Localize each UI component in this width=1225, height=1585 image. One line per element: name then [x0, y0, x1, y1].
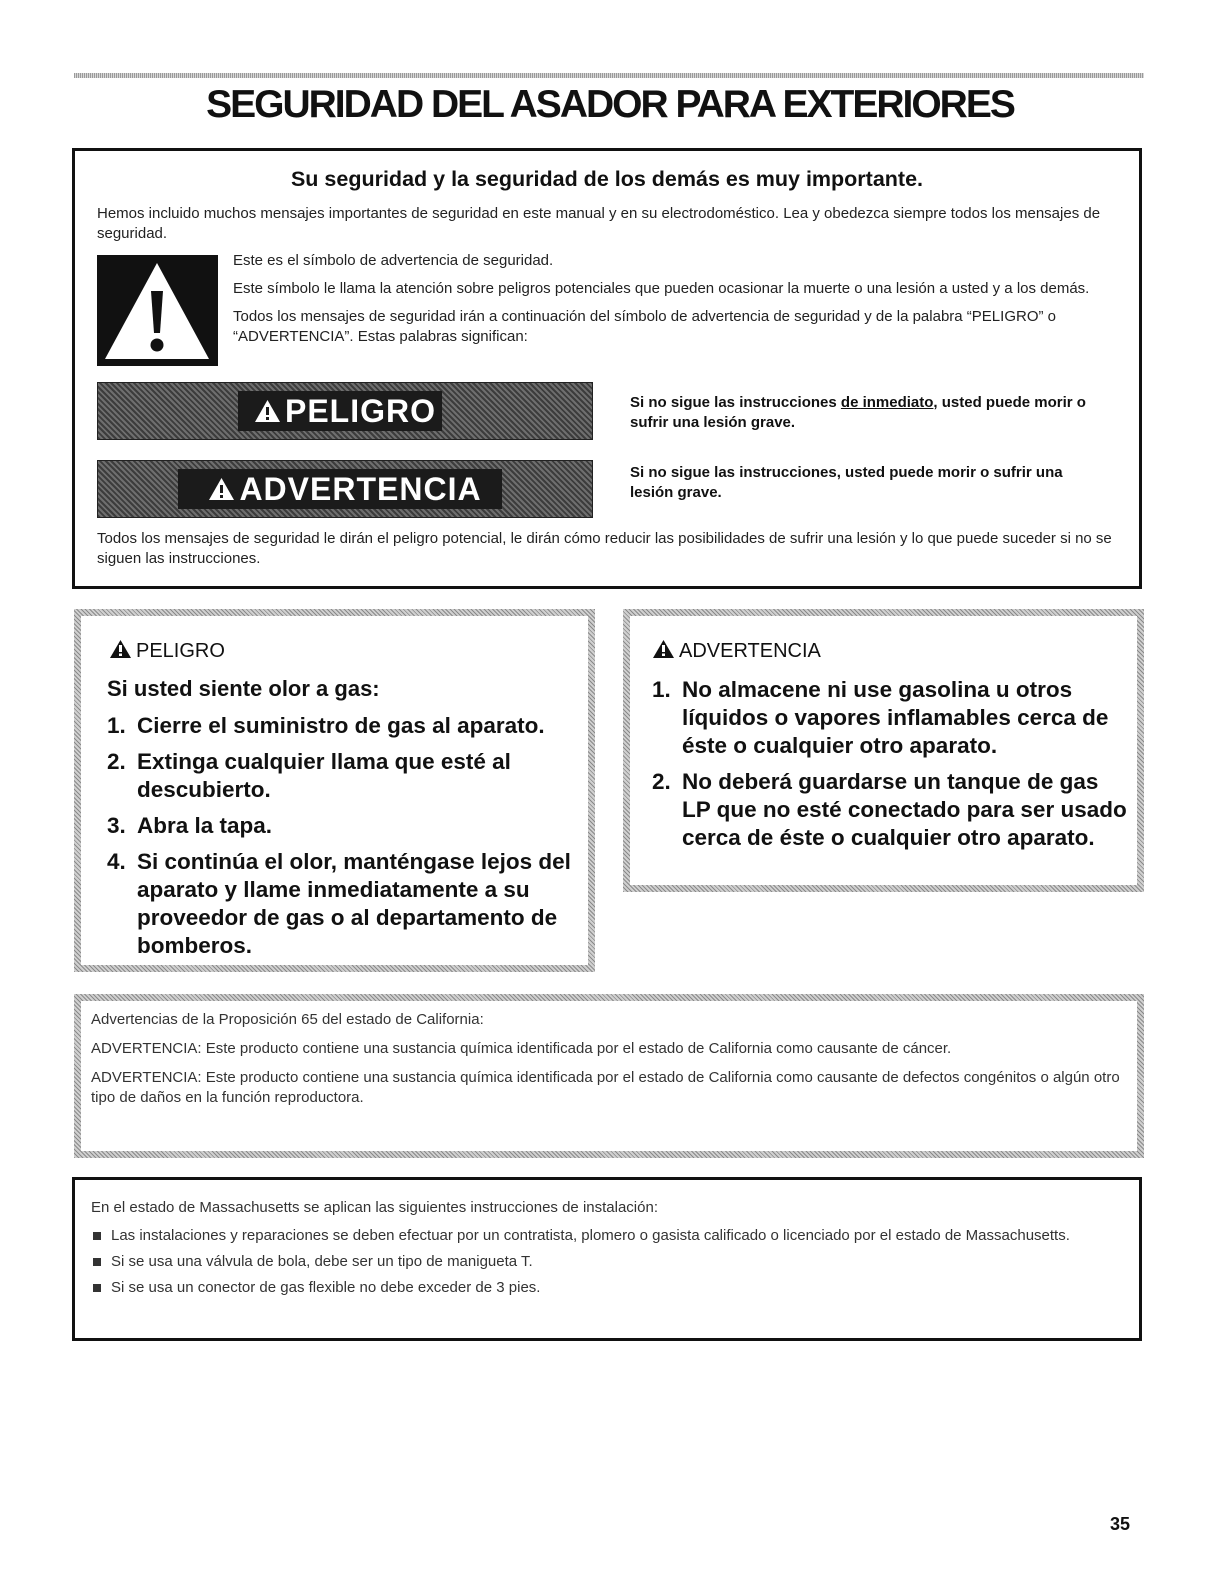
list-item: 3. Abra la tapa.: [107, 813, 273, 838]
prop65-heading: Advertencias de la Proposición 65 del estado de California:: [91, 1011, 484, 1028]
list-item: 1. No almacene ni use gasolina u otros líquidos o vapores inflamables cerca de éste o cualquier otro aparato.: [652, 677, 1109, 758]
prop65-line: ADVERTENCIA: Este producto contiene una sustancia química identificada por el estado de California como causante de cáncer.: [91, 1040, 952, 1057]
advertencia-banner: [97, 460, 593, 518]
massachusetts-box: [72, 1177, 1142, 1341]
advertencia-box: [623, 609, 1144, 892]
symbol-line: Este es el símbolo de advertencia de seguridad.: [233, 252, 554, 269]
prop65-box: [74, 994, 1144, 1158]
advertencia-banner-label: ADVERTENCIA: [239, 471, 482, 507]
prop65-line: ADVERTENCIA: Este producto contiene una sustancia química identificada por el estado de California como causante de defectos congénitos o algún otro tipo de daños en la función reproductora.: [91, 1069, 1120, 1106]
list-item: 2. No deberá guardarse un tanque de gas LP que no esté conectado para ser usado cerca de éste o cualquier otro aparato.: [652, 769, 1127, 850]
advertencia-description: Si no sigue las instrucciones, usted puede morir o sufrir una lesión grave.: [630, 464, 1063, 501]
warning-triangle-icon: [109, 639, 132, 659]
warning-triangle-icon: [652, 639, 675, 659]
list-item: 2. Extinga cualquier llama que esté al descubierto.: [107, 749, 511, 802]
warning-triangle-icon: [208, 477, 235, 501]
page-number: 35: [1110, 1514, 1131, 1534]
peligro-description: Si no sigue las instrucciones de inmediato, usted puede morir o sufrir una lesión grave.: [630, 394, 1086, 431]
advertencia-steps: [652, 676, 1132, 860]
peligro-box-heading: PELIGRO: [109, 639, 225, 663]
symbol-explanation: [233, 251, 1123, 355]
peligro-steps: [107, 712, 577, 968]
symbol-line: Este símbolo le llama la atención sobre peligros potenciales que pueden ocasionar la muerte o una lesión a usted y a los demás.: [233, 280, 1090, 297]
peligro-box-intro: Si usted siente olor a gas:: [107, 676, 380, 701]
warning-triangle-icon: [254, 399, 281, 423]
intro-text: Hemos incluido muchos mensajes importantes de seguridad en este manual y en su electrodoméstico. Lea y obedezca siempre todos los mensajes de seguridad.: [97, 205, 1101, 242]
massachusetts-heading: En el estado de Massachusetts se aplican las siguientes instrucciones de instalación:: [91, 1199, 658, 1216]
peligro-banner: [97, 382, 593, 440]
page-title: SEGURIDAD DEL ASADOR PARA EXTERIORES: [206, 83, 1014, 126]
list-item: Si se usa un conector de gas flexible no debe exceder de 3 pies.: [91, 1278, 1121, 1298]
list-item: Las instalaciones y reparaciones se deben efectuar por un contratista, plomero o gasista calificado o licenciado por el estado de Massachusetts.: [91, 1226, 1121, 1246]
massachusetts-list: [91, 1226, 1121, 1298]
list-item: Si se usa una válvula de bola, debe ser un tipo de manigueta T.: [91, 1252, 1121, 1272]
list-item: 1. Cierre el suministro de gas al aparato.: [107, 713, 545, 738]
top-rule: [74, 73, 1144, 78]
peligro-banner-label: PELIGRO: [284, 393, 436, 429]
peligro-gas-box: [74, 609, 595, 972]
intro-footer: Todos los mensajes de seguridad le dirán el peligro potencial, le dirán cómo reducir las posibilidades de sufrir una lesión y lo que puede suceder si no se siguen las instrucciones.: [97, 530, 1112, 567]
list-item: 4. Si continúa el olor, manténgase lejos del aparato y llame inmediatamente a su proveedor de gas o al departamento de bomberos.: [107, 849, 571, 958]
advertencia-box-heading: ADVERTENCIA: [652, 639, 821, 663]
safety-alert-triangle-icon: [97, 255, 218, 366]
safety-intro-box: [72, 148, 1142, 589]
intro-heading: Su seguridad y la seguridad de los demás es muy importante.: [290, 167, 924, 191]
symbol-line: Todos los mensajes de seguridad irán a continuación del símbolo de advertencia de seguridad y de la palabra “PELIGRO” o “ADVERTENCIA”. Estas palabras significan:: [233, 308, 1056, 345]
